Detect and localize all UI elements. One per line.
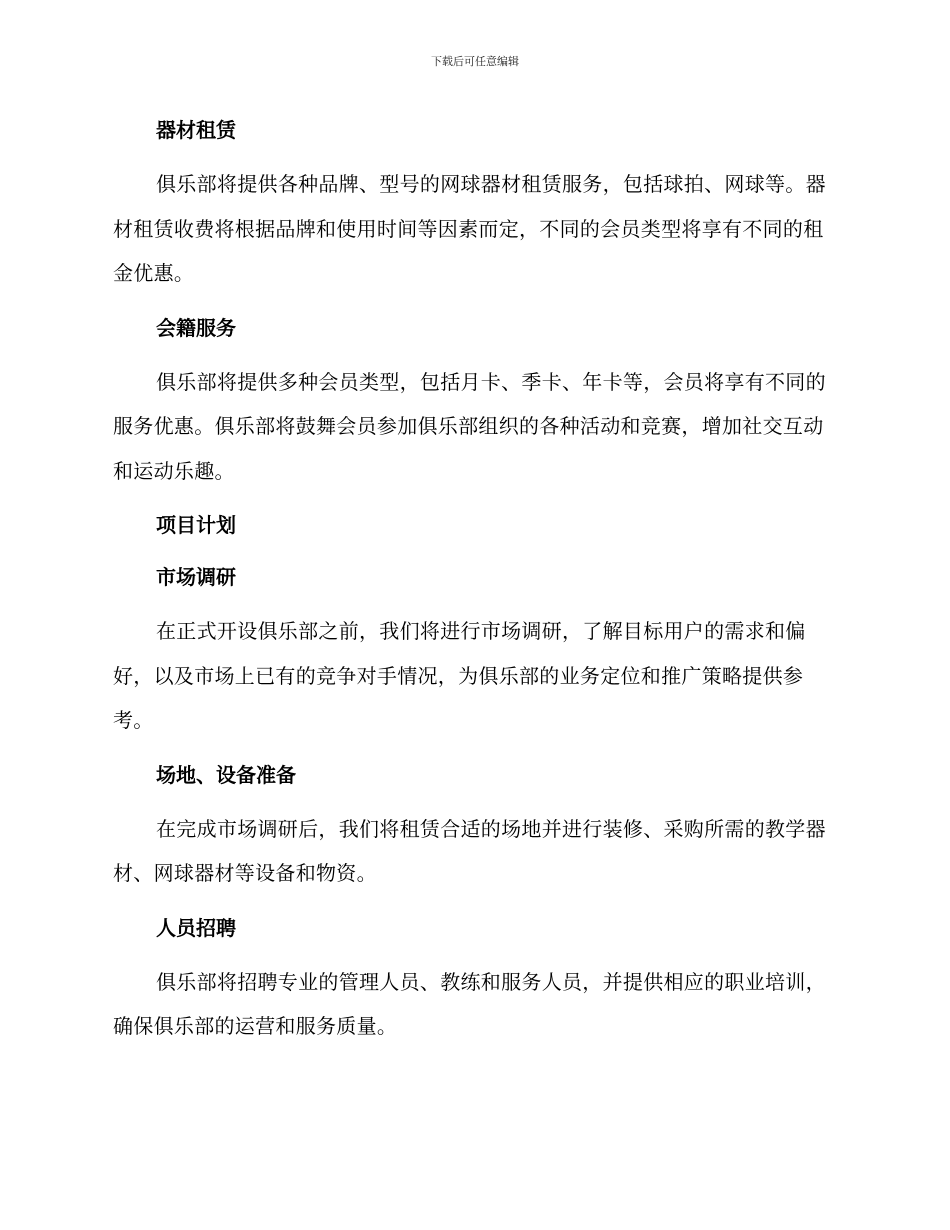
section-paragraph-membership-service: 俱乐部将提供多种会员类型，包括月卡、季卡、年卡等，会员将享有不同的服务优惠。俱乐部将鼓舞会员参加俱乐部组织的各种活动和竞赛，增加社交互动和运动乐趣。 <box>113 369 826 483</box>
section-heading-market-research: 市场调研 <box>156 565 236 589</box>
document-body <box>113 110 833 1049</box>
section-heading-equipment-rental: 器材租赁 <box>156 118 236 142</box>
section-paragraph-equipment-rental: 俱乐部将提供各种品牌、型号的网球器材租赁服务，包括球拍、网球等。器材租赁收费将根据品牌和使用时间等因素而定，不同的会员类型将享有不同的租金优惠。 <box>113 172 826 285</box>
section-heading-staff-recruitment: 人员招聘 <box>156 915 236 940</box>
section-paragraph-venue-equipment-prep: 在完成市场调研后，我们将租赁合适的场地并进行装修、采购所需的教学器材、网球器材等设备和物资。 <box>113 816 826 885</box>
section-heading-project-plan: 项目计划 <box>156 513 236 537</box>
section-paragraph-market-research: 在正式开设俱乐部之前，我们将进行市场调研，了解目标用户的需求和偏好，以及市场上已有的竞争对手情况，为俱乐部的业务定位和推广策略提供参考。 <box>113 619 806 732</box>
section-heading-venue-equipment-prep: 场地、设备准备 <box>156 762 296 787</box>
page-header: 下载后可任意编辑 <box>431 55 519 68</box>
section-paragraph-staff-recruitment: 俱乐部将招聘专业的管理人员、教练和服务人员，并提供相应的职业培训，确保俱乐部的运营和服务质量。 <box>113 969 826 1038</box>
section-heading-membership-service: 会籍服务 <box>156 315 236 340</box>
